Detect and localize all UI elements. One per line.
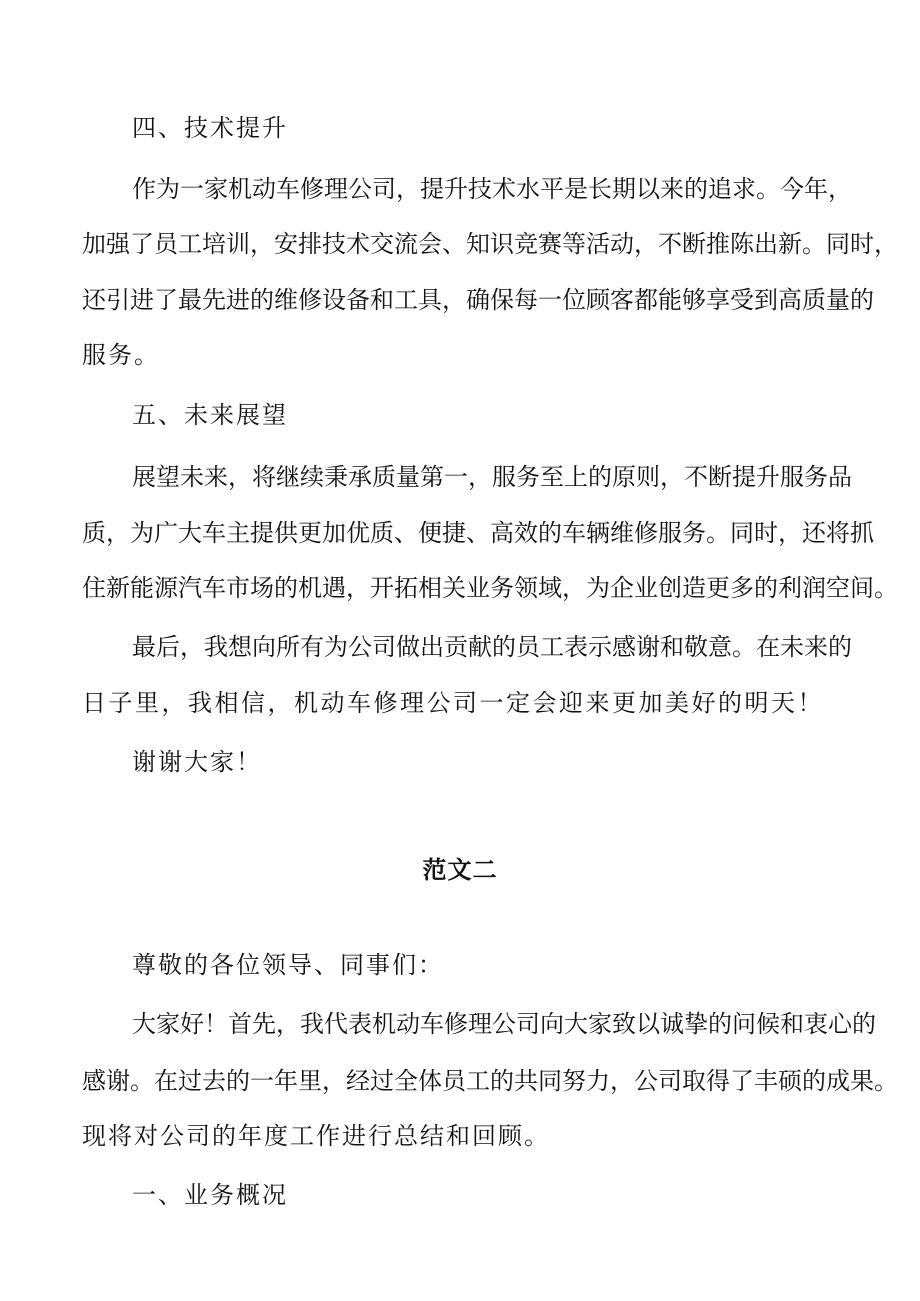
paragraph-line: 服务。 (82, 341, 160, 369)
section-heading-future-outlook: 五、未来展望 (132, 401, 288, 429)
paragraph-line: 还引进了最先进的维修设备和工具，确保每一位顾客都能够享受到高质量的 (82, 286, 874, 314)
section-title: 范文二 (422, 856, 498, 884)
paragraph-line: 最后，我想向所有为公司做出贡献的员工表示感谢和敬意。在未来的 (132, 633, 852, 661)
paragraph-line: 大家好！首先，我代表机动车修理公司向大家致以诚挚的问候和衷心的 (132, 1010, 876, 1038)
paragraph-line: 现将对公司的年度工作进行总结和回顾。 (82, 1122, 550, 1150)
closing-thanks: 谢谢大家！ (132, 748, 262, 776)
paragraph-line: 住新能源汽车市场的机遇，开拓相关业务领域，为企业创造更多的利润空间。 (82, 574, 898, 602)
section-heading-tech-upgrade: 四、技术提升 (132, 114, 288, 142)
section-heading-business-overview: 一、业务概况 (132, 1181, 288, 1209)
paragraph-line: 质，为广大车主提供更加优质、便捷、高效的车辆维修服务。同时，还将抓 (82, 519, 874, 547)
paragraph-line: 作为一家机动车修理公司，提升技术水平是长期以来的追求。今年， (132, 175, 852, 203)
paragraph-line: 日子里，我相信，机动车修理公司一定会迎来更加美好的明天！ (82, 689, 824, 717)
paragraph-line: 感谢。在过去的一年里，经过全体员工的共同努力，公司取得了丰硕的成果。 (82, 1067, 898, 1095)
paragraph-line: 展望未来，将继续秉承质量第一，服务至上的原则，不断提升服务品 (132, 463, 852, 491)
paragraph-line: 加强了员工培训，安排技术交流会、知识竞赛等活动，不断推陈出新。同时， (82, 230, 898, 258)
greeting: 尊敬的各位领导、同事们： (132, 951, 444, 979)
